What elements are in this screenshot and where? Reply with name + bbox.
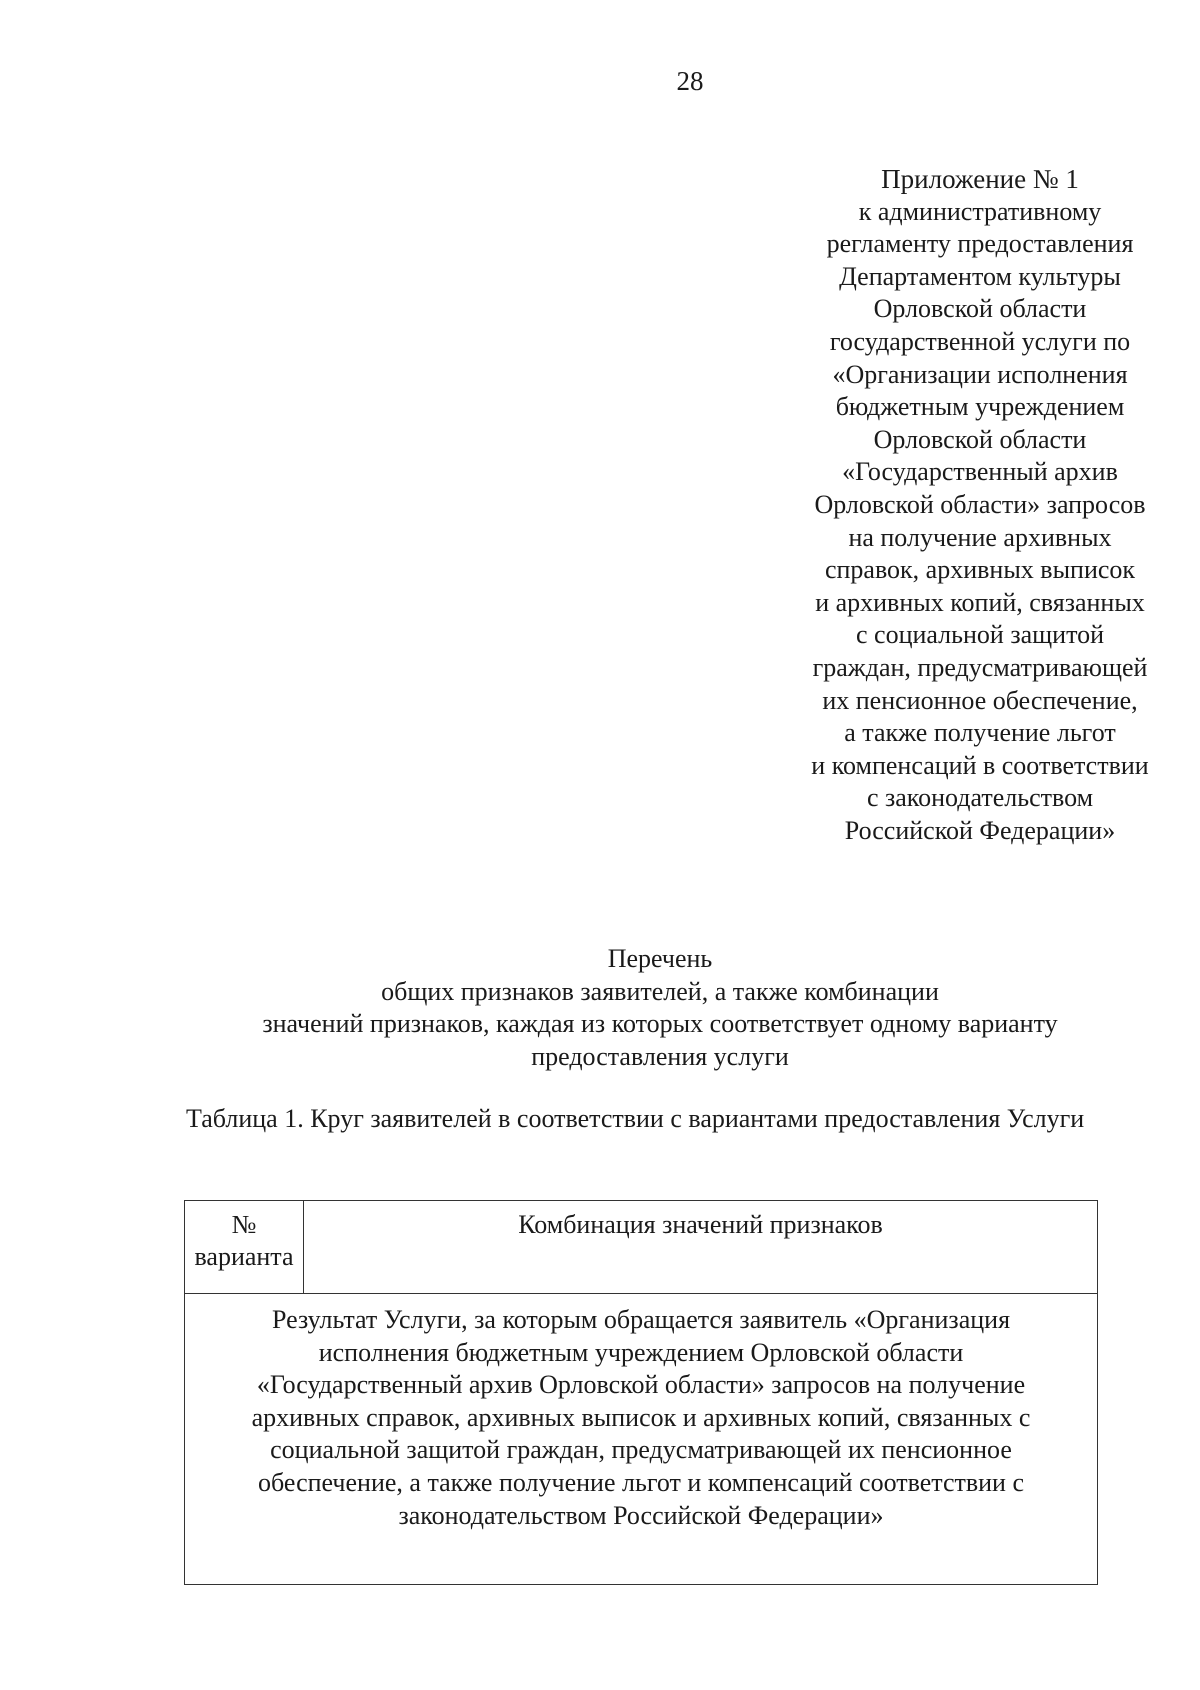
appendix-line: а также получение льгот <box>844 718 1116 748</box>
page-number: 28 <box>676 66 704 96</box>
appendix-line: Орловской области <box>873 424 1087 454</box>
appendix-line: на получение архивных <box>848 522 1112 552</box>
header-variant-number <box>185 1201 304 1294</box>
appendix-line: и компенсаций в соответствии <box>811 750 1149 780</box>
header-combination: Комбинация значений признаков <box>304 1201 1098 1294</box>
appendix-line: и архивных копий, связанных <box>815 587 1145 617</box>
appendix-line: «Государственный архив <box>842 457 1118 487</box>
result-line: архивных справок, архивных выписок и архивных копий, связанных с <box>251 1402 1031 1432</box>
appendix-line: к административному <box>858 196 1102 226</box>
appendix-line: Приложение № 1 <box>881 164 1079 194</box>
result-line: социальной защитой граждан, предусматривающей их пенсионное <box>270 1435 1012 1465</box>
heading-line: предоставления услуги <box>531 1041 789 1071</box>
appendix-line: граждан, предусматривающей <box>812 652 1148 682</box>
heading-line: общих признаков заявителей, а также комбинации <box>381 976 939 1006</box>
table-row <box>185 1294 1098 1585</box>
result-line: законодательством Российской Федерации» <box>398 1500 884 1530</box>
appendix-line: Орловской области <box>873 294 1087 324</box>
appendix-line: с законодательством <box>866 783 1094 813</box>
document-heading <box>180 943 1140 1073</box>
appendix-line: справок, архивных выписок <box>824 555 1136 585</box>
table-caption: Таблица 1. Круг заявителей в соответствии с вариантами предоставления Услуги <box>186 1104 1085 1133</box>
table-header-row <box>185 1201 1098 1294</box>
appendix-line: Российской Федерации» <box>844 815 1116 845</box>
result-line: исполнения бюджетным учреждением Орловской области <box>318 1337 964 1367</box>
heading-line: значений признаков, каждая из которых соответствует одному варианту <box>262 1009 1058 1038</box>
result-line: обеспечение, а также получение льгот и компенсаций соответствии с <box>258 1467 1024 1497</box>
header-variant-label: варианта <box>194 1242 294 1271</box>
appendix-line: регламенту предоставления <box>826 229 1134 259</box>
appendix-line: Орловской области» запросов <box>814 489 1146 519</box>
result-line: «Государственный архив Орловской области» запросов на получение <box>256 1370 1026 1400</box>
appendix-line: их пенсионное обеспечение, <box>822 685 1138 715</box>
appendix-line: государственной услуги по <box>829 326 1131 356</box>
result-cell <box>185 1294 1098 1585</box>
appendix-line: Департаментом культуры <box>839 261 1121 291</box>
appendix-block <box>780 163 1180 847</box>
header-number-sign: № <box>231 1210 257 1239</box>
appendix-line: «Организации исполнения <box>832 359 1128 389</box>
applicants-table <box>184 1200 1098 1585</box>
appendix-line: бюджетным учреждением <box>835 392 1125 422</box>
result-line: Результат Услуги, за которым обращается заявитель «Организация <box>271 1305 1011 1334</box>
appendix-line: с социальной защитой <box>855 620 1104 650</box>
heading-title: Перечень <box>607 944 713 973</box>
